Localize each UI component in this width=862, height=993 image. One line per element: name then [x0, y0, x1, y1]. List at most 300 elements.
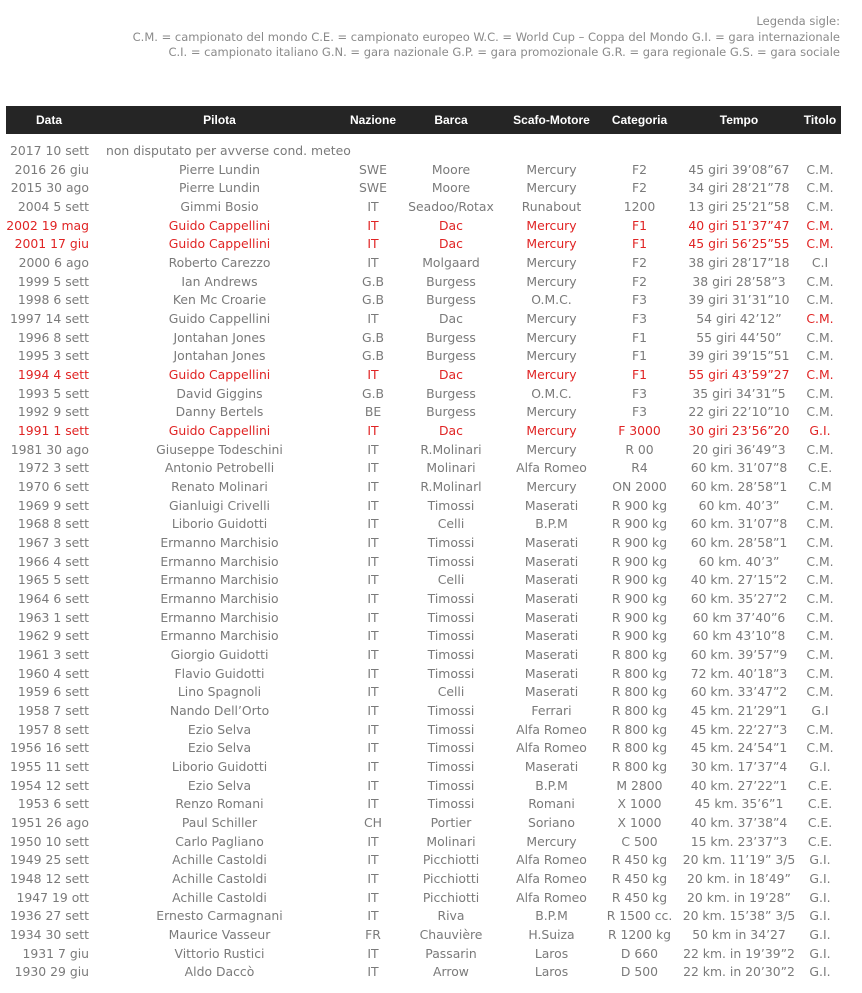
cell-titolo: C.M. — [806, 217, 834, 233]
cell-categoria: C 500 — [621, 833, 658, 849]
cell-categoria: R 1500 cc. — [606, 908, 673, 924]
table-row — [6, 701, 841, 720]
table-row — [6, 421, 841, 440]
cell-data: 1998 6 sett — [17, 292, 89, 308]
cell-scafo-motore: Maserati — [524, 553, 579, 569]
cell-nazione: IT — [367, 740, 379, 756]
cell-tempo: 45 km. 24’54”1 — [690, 740, 788, 756]
cell-titolo: C.E. — [807, 815, 833, 831]
cell-data: 2002 19 mag — [6, 217, 89, 233]
cell-nazione: IT — [367, 441, 379, 457]
cell-titolo: G.I. — [809, 871, 831, 887]
cell-scafo-motore: Mercury — [526, 348, 577, 364]
cell-categoria: R 800 kg — [611, 759, 668, 774]
cell-categoria: X 1000 — [617, 796, 662, 812]
cell-nazione: G.B — [361, 329, 385, 345]
cell-barca: Timossi — [427, 590, 475, 606]
cell-tempo: 45 giri 56’25”55 — [688, 236, 790, 252]
cell-scafo-motore: Mercury — [526, 180, 577, 196]
cell-titolo: C.M. — [806, 628, 834, 644]
cell-data: 1948 12 sett — [10, 871, 89, 887]
results-table — [6, 106, 841, 981]
cell-pilota: Ernesto Carmagnani — [156, 908, 283, 924]
cell-scafo-motore: Mercury — [526, 404, 577, 420]
cell-scafo-motore: Alfa Romeo — [516, 852, 587, 868]
cell-tempo: 34 giri 28’21”78 — [688, 180, 790, 196]
table-row — [6, 552, 841, 571]
cell-nazione: IT — [367, 478, 379, 494]
cell-categoria: R 900 kg — [611, 497, 668, 513]
cell-nazione: BE — [364, 404, 382, 420]
cell-nazione: G.B — [361, 348, 385, 364]
cell-categoria: F1 — [631, 236, 647, 252]
cell-data: 1961 3 sett — [17, 646, 89, 662]
cell-titolo: C.M. — [806, 590, 834, 606]
cell-categoria: F2 — [631, 273, 647, 289]
table-row — [6, 832, 841, 851]
cell-nazione: IT — [367, 497, 379, 513]
cell-pilota: Paul Schiller — [181, 815, 258, 831]
cell-barca: Timossi — [427, 609, 475, 625]
cell-barca: Timossi — [427, 759, 475, 774]
cell-barca: Dac — [439, 310, 463, 326]
cell-data: 1936 27 sett — [10, 908, 89, 924]
cell-tempo: 35 giri 34’31”5 — [692, 385, 786, 401]
cell-tempo: 38 giri 28’17”18 — [688, 254, 790, 270]
table-row — [6, 365, 841, 384]
cell-scafo-motore: Maserati — [524, 646, 579, 662]
header-nazione: Nazione — [349, 113, 396, 127]
cell-titolo: G.I. — [809, 759, 831, 774]
cell-scafo-motore: B.P.M — [535, 516, 568, 532]
cell-categoria: R 00 — [625, 441, 654, 457]
cell-barca: Burgess — [426, 348, 476, 364]
cell-data: 1965 5 sett — [17, 572, 89, 588]
cell-scafo-motore: Mercury — [526, 310, 577, 326]
cell-tempo: 60 km 43’10”8 — [692, 628, 786, 644]
cell-tempo: 72 km. 40’18”3 — [690, 665, 788, 681]
cell-categoria: F1 — [631, 217, 647, 233]
cell-titolo: C.M. — [806, 273, 834, 289]
cell-tempo: 38 giri 28’58”3 — [692, 273, 786, 289]
cell-data: 1972 3 sett — [17, 460, 89, 476]
cell-scafo-motore: Maserati — [524, 609, 579, 625]
cell-titolo: G.I. — [809, 945, 831, 961]
cell-titolo: C.M. — [806, 180, 834, 196]
cell-data: 2004 5 sett — [17, 198, 89, 214]
cell-nazione: IT — [367, 721, 379, 737]
cell-categoria: F3 — [631, 292, 647, 308]
cell-pilota: Vittorio Rustici — [174, 945, 265, 961]
cell-data: 1962 9 sett — [17, 628, 89, 644]
cell-titolo: G.I. — [809, 908, 831, 924]
cell-categoria: R 900 kg — [611, 590, 668, 606]
cell-tempo: 15 km. 23’37”3 — [690, 833, 788, 849]
cell-data: 1930 29 giu — [14, 964, 89, 980]
table-row — [6, 888, 841, 907]
cell-data: 1967 3 sett — [17, 534, 89, 550]
cell-pilota: Guido Cappellini — [168, 422, 271, 438]
cell-titolo: C.M. — [806, 366, 834, 382]
cell-tempo: 39 giri 31’31”10 — [688, 292, 790, 308]
cell-pilota: Achille Castoldi — [172, 852, 267, 868]
cell-data: 1947 19 ott — [16, 889, 89, 905]
cell-pilota: Achille Castoldi — [172, 889, 267, 905]
cell-data: 1963 1 sett — [17, 609, 89, 625]
cell-nazione: IT — [367, 254, 379, 270]
table-row — [6, 626, 841, 645]
cell-nazione: IT — [367, 964, 379, 980]
cell-barca: Celli — [437, 516, 465, 532]
header-tempo: Tempo — [719, 113, 759, 127]
cell-data: 1966 4 sett — [17, 553, 89, 569]
table-row — [6, 570, 841, 589]
cell-tempo: 22 km. in 20’30”2 — [683, 964, 795, 980]
cell-pilota: Aldo Daccò — [184, 964, 255, 980]
cell-titolo: C.M. — [806, 646, 834, 662]
cell-pilota: Maurice Vasseur — [168, 927, 271, 943]
cell-titolo: C.M. — [806, 497, 834, 513]
cell-titolo: G.I. — [809, 964, 831, 980]
cell-pilota: Gimmi Bosio — [180, 198, 259, 214]
cell-nazione: IT — [367, 628, 379, 644]
cell-pilota: Pierre Lundin — [178, 180, 261, 196]
table-row — [6, 178, 841, 197]
cell-scafo-motore: Maserati — [524, 628, 579, 644]
cell-categoria: D 500 — [620, 964, 659, 980]
cell-nazione: IT — [367, 460, 379, 476]
note-text: non disputato per avverse cond. meteo — [106, 142, 351, 158]
cell-nazione: IT — [367, 796, 379, 812]
cell-pilota: Carlo Pagliano — [175, 833, 264, 849]
table-row — [6, 720, 841, 739]
cell-data: 1953 6 sett — [17, 796, 89, 812]
cell-data: 1949 25 sett — [10, 852, 89, 868]
cell-data: 2000 6 ago — [18, 254, 89, 270]
table-row — [6, 776, 841, 795]
cell-data: 1993 5 sett — [17, 385, 89, 401]
cell-nazione: IT — [367, 516, 379, 532]
cell-pilota: Jontahan Jones — [173, 348, 266, 364]
cell-scafo-motore: Mercury — [526, 329, 577, 345]
cell-data: 1997 14 sett — [10, 310, 89, 326]
cell-categoria: R 900 kg — [611, 572, 668, 588]
cell-tempo: 60 km. 33’47”2 — [690, 684, 788, 700]
cell-scafo-motore: Maserati — [524, 497, 579, 513]
cell-tempo: 50 km in 34’27 — [692, 927, 786, 943]
table-row — [6, 813, 841, 832]
cell-barca: Dac — [439, 236, 463, 252]
cell-titolo: C.M. — [806, 534, 834, 550]
cell-pilota: Renato Molinari — [171, 478, 268, 494]
table-row — [6, 664, 841, 683]
cell-tempo: 40 km. 27’22”1 — [690, 777, 788, 793]
cell-categoria: F2 — [631, 161, 647, 177]
cell-categoria: R 800 kg — [611, 646, 668, 662]
cell-nazione: IT — [367, 310, 379, 326]
cell-tempo: 40 km. 27’15”2 — [690, 572, 788, 588]
table-row — [6, 402, 841, 421]
cell-nazione: IT — [367, 665, 379, 681]
note-date: 2017 10 sett — [10, 142, 89, 158]
legend — [133, 14, 840, 61]
cell-barca: Picchiotti — [422, 871, 480, 887]
cell-scafo-motore: Maserati — [524, 759, 579, 774]
cell-scafo-motore: Maserati — [524, 590, 579, 606]
cell-scafo-motore: O.M.C. — [531, 385, 572, 401]
table-body — [6, 160, 841, 982]
cell-pilota: Ezio Selva — [187, 777, 252, 793]
table-row — [6, 197, 841, 216]
cell-pilota: Giuseppe Todeschini — [156, 441, 283, 457]
cell-pilota: Ermanno Marchisio — [160, 590, 279, 606]
cell-barca: Picchiotti — [422, 852, 480, 868]
cell-titolo: C.E. — [807, 833, 833, 849]
table-row — [6, 328, 841, 347]
cell-nazione: IT — [367, 609, 379, 625]
cell-barca: Molinari — [426, 460, 476, 476]
cell-tempo: 55 giri 44’50” — [696, 329, 782, 345]
cell-categoria: R 450 kg — [611, 889, 668, 905]
cell-data: 2016 26 giu — [14, 161, 89, 177]
header-pilota: Pilota — [203, 113, 236, 127]
table-row — [6, 944, 841, 963]
cell-scafo-motore: Soriano — [527, 815, 575, 831]
cell-titolo: C.M. — [806, 721, 834, 737]
cell-pilota: Guido Cappellini — [168, 310, 271, 326]
cell-categoria: F3 — [631, 404, 647, 420]
cell-barca: Timossi — [427, 497, 475, 513]
cell-barca: Burgess — [426, 273, 476, 289]
cell-scafo-motore: B.P.M — [535, 777, 568, 793]
cell-nazione: CH — [364, 815, 382, 831]
cell-nazione: IT — [367, 217, 379, 233]
cell-titolo: C.M. — [806, 684, 834, 700]
table-row — [6, 309, 841, 328]
cell-barca: Moore — [431, 180, 471, 196]
cell-categoria: ON 2000 — [612, 478, 667, 494]
cell-pilota: Achille Castoldi — [172, 871, 267, 887]
cell-barca: Picchiotti — [422, 889, 480, 905]
cell-pilota: Ken Mc Croarie — [172, 292, 267, 308]
table-row — [6, 869, 841, 888]
table-row — [6, 290, 841, 309]
cell-data: 1951 26 ago — [10, 815, 89, 831]
cell-nazione: IT — [367, 646, 379, 662]
cell-nazione: IT — [367, 777, 379, 793]
table-row — [6, 216, 841, 235]
cell-barca: Celli — [437, 684, 465, 700]
cell-pilota: David Giggins — [176, 385, 263, 401]
cell-data: 1956 16 sett — [10, 740, 89, 756]
cell-nazione: SWE — [359, 180, 387, 196]
table-row — [6, 384, 841, 403]
cell-scafo-motore: Mercury — [526, 161, 577, 177]
cell-barca: Celli — [437, 572, 465, 588]
cell-pilota: Roberto Carezzo — [168, 254, 271, 270]
table-row — [6, 963, 841, 982]
cell-scafo-motore: B.P.M — [535, 908, 568, 924]
cell-titolo: C.M. — [806, 348, 834, 364]
table-row — [6, 533, 841, 552]
cell-scafo-motore: Mercury — [526, 254, 577, 270]
cell-scafo-motore: Laros — [534, 945, 569, 961]
cell-categoria: R 800 kg — [611, 740, 668, 756]
cell-scafo-motore: Mercury — [526, 366, 577, 382]
cell-tempo: 22 giri 22’10”10 — [688, 404, 790, 420]
cell-titolo: G.I. — [809, 852, 831, 868]
cell-nazione: IT — [367, 702, 379, 718]
cell-categoria: F2 — [631, 180, 647, 196]
cell-barca: Timossi — [427, 796, 475, 812]
cell-barca: Passarin — [425, 945, 477, 961]
cell-titolo: C.M. — [806, 516, 834, 532]
cell-scafo-motore: Alfa Romeo — [516, 721, 587, 737]
header-data: Data — [35, 113, 62, 127]
cell-pilota: Ian Andrews — [181, 273, 258, 289]
cell-barca: Timossi — [427, 721, 475, 737]
cell-categoria: F1 — [631, 348, 647, 364]
cell-tempo: 60 km. 28’58”1 — [690, 478, 788, 494]
cell-categoria: R 900 kg — [611, 553, 668, 569]
table-row — [6, 458, 841, 477]
cell-tempo: 39 giri 39’15”51 — [688, 348, 790, 364]
table-row — [6, 795, 841, 814]
cell-titolo: C.I — [811, 254, 829, 270]
cell-categoria: R4 — [631, 460, 648, 476]
cell-pilota: Ezio Selva — [187, 740, 252, 756]
table-row — [6, 851, 841, 870]
cell-data: 2015 30 ago — [10, 180, 89, 196]
cell-scafo-motore: Mercury — [526, 273, 577, 289]
cell-data: 1955 11 sett — [10, 759, 89, 774]
cell-data: 1970 6 sett — [17, 478, 89, 494]
cell-tempo: 60 km 37’40”6 — [692, 609, 786, 625]
cell-categoria: F1 — [631, 366, 647, 382]
cell-pilota: Antonio Petrobelli — [164, 460, 275, 476]
cell-data: 1957 8 sett — [17, 721, 89, 737]
legend-line-2: C.I. = campionato italiano G.N. = gara nazionale G.P. = gara promozionale G.R. = gara regionale G.S. = gara sociale — [168, 45, 840, 59]
cell-tempo: 20 giri 36’49”3 — [692, 441, 786, 457]
legend-line-1: C.M. = campionato del mondo C.E. = campionato europeo W.C. = World Cup – Coppa del Mondo G.I. = gara internazionale — [132, 29, 840, 44]
cell-titolo: C.M. — [806, 198, 834, 214]
header-categoria: Categoria — [611, 113, 668, 127]
cell-nazione: IT — [367, 833, 379, 849]
cell-categoria: F3 — [631, 310, 647, 326]
cell-titolo: C.M. — [806, 441, 834, 457]
table-row — [6, 907, 841, 926]
cell-barca: Timossi — [427, 628, 475, 644]
cell-scafo-motore: Mercury — [526, 217, 577, 233]
cell-data: 2001 17 giu — [14, 236, 89, 252]
cell-pilota: Jontahan Jones — [173, 329, 266, 345]
cell-nazione: IT — [367, 908, 379, 924]
cell-tempo: 40 km. 37’38”4 — [690, 815, 788, 831]
cell-barca: Arrow — [433, 964, 469, 980]
cell-barca: Dac — [439, 422, 463, 438]
cell-pilota: Ermanno Marchisio — [160, 534, 279, 550]
cell-scafo-motore: Alfa Romeo — [516, 460, 587, 476]
cell-scafo-motore: Mercury — [526, 478, 577, 494]
cell-scafo-motore: Runabout — [521, 198, 582, 214]
cell-data: 1964 6 sett — [17, 590, 89, 606]
table-row — [6, 346, 841, 365]
cell-categoria: M 2800 — [616, 777, 663, 793]
cell-nazione: FR — [365, 927, 381, 943]
cell-pilota: Pierre Lundin — [178, 161, 261, 177]
cell-data: 1999 5 sett — [17, 273, 89, 289]
cell-barca: R.Molinarl — [420, 478, 482, 494]
cell-tempo: 30 giri 23’56”20 — [688, 422, 790, 438]
cell-titolo: C.M. — [806, 236, 834, 252]
cell-titolo: C.M. — [806, 572, 834, 588]
cell-data: 1994 4 sett — [17, 366, 89, 382]
table-row — [6, 589, 841, 608]
cell-tempo: 60 km. 40’3” — [698, 497, 780, 513]
cell-barca: Timossi — [427, 534, 475, 550]
cell-nazione: IT — [367, 572, 379, 588]
cell-categoria: R 1200 kg — [607, 927, 672, 943]
cell-nazione: IT — [367, 871, 379, 887]
table-row — [6, 925, 841, 944]
cell-barca: Riva — [437, 908, 465, 924]
cell-titolo: G.I. — [809, 927, 831, 943]
cell-pilota: Flavio Guidotti — [174, 665, 265, 681]
cell-categoria: R 450 kg — [611, 871, 668, 887]
table-row — [6, 440, 841, 459]
header-barca: Barca — [434, 113, 468, 127]
cell-barca: Molinari — [426, 833, 476, 849]
cell-titolo: C.M. — [806, 609, 834, 625]
table-row — [6, 682, 841, 701]
cell-pilota: Gianluigi Crivelli — [169, 497, 270, 513]
cell-barca: Burgess — [426, 292, 476, 308]
cell-scafo-motore: Laros — [534, 964, 569, 980]
table-row — [6, 496, 841, 515]
cell-pilota: Giorgio Guidotti — [170, 646, 269, 662]
cell-scafo-motore: Alfa Romeo — [516, 740, 587, 756]
cell-scafo-motore: Mercury — [526, 422, 577, 438]
cell-categoria: R 800 kg — [611, 702, 668, 718]
cell-categoria: F2 — [631, 254, 647, 270]
cell-titolo: G.I. — [809, 422, 831, 438]
cell-nazione: IT — [367, 945, 379, 961]
cell-barca: Burgess — [426, 329, 476, 345]
cell-barca: Molgaard — [422, 254, 480, 270]
legend-title: Legenda sigle: — [756, 14, 840, 28]
cell-categoria: R 800 kg — [611, 665, 668, 681]
cell-titolo: C.E. — [807, 796, 833, 812]
cell-nazione: G.B — [361, 273, 385, 289]
cell-nazione: IT — [367, 198, 379, 214]
cell-categoria: R 900 kg — [611, 609, 668, 625]
cell-tempo: 55 giri 43’59”27 — [688, 366, 790, 382]
cell-categoria: F3 — [631, 385, 647, 401]
cell-pilota: Liborio Guidotti — [171, 516, 268, 532]
cell-pilota: Ermanno Marchisio — [160, 609, 279, 625]
cell-tempo: 60 km. 31’07”8 — [690, 460, 788, 476]
cell-titolo: C.M. — [806, 292, 834, 308]
cell-data: 1934 30 sett — [10, 927, 89, 943]
cell-barca: R.Molinari — [420, 441, 482, 457]
cell-scafo-motore: Maserati — [524, 684, 579, 700]
cell-scafo-motore: Romani — [528, 796, 575, 812]
cell-pilota: Ermanno Marchisio — [160, 553, 279, 569]
table-header — [6, 106, 841, 134]
table-row — [6, 477, 841, 496]
cell-nazione: IT — [367, 534, 379, 550]
cell-categoria: D 660 — [620, 945, 659, 961]
